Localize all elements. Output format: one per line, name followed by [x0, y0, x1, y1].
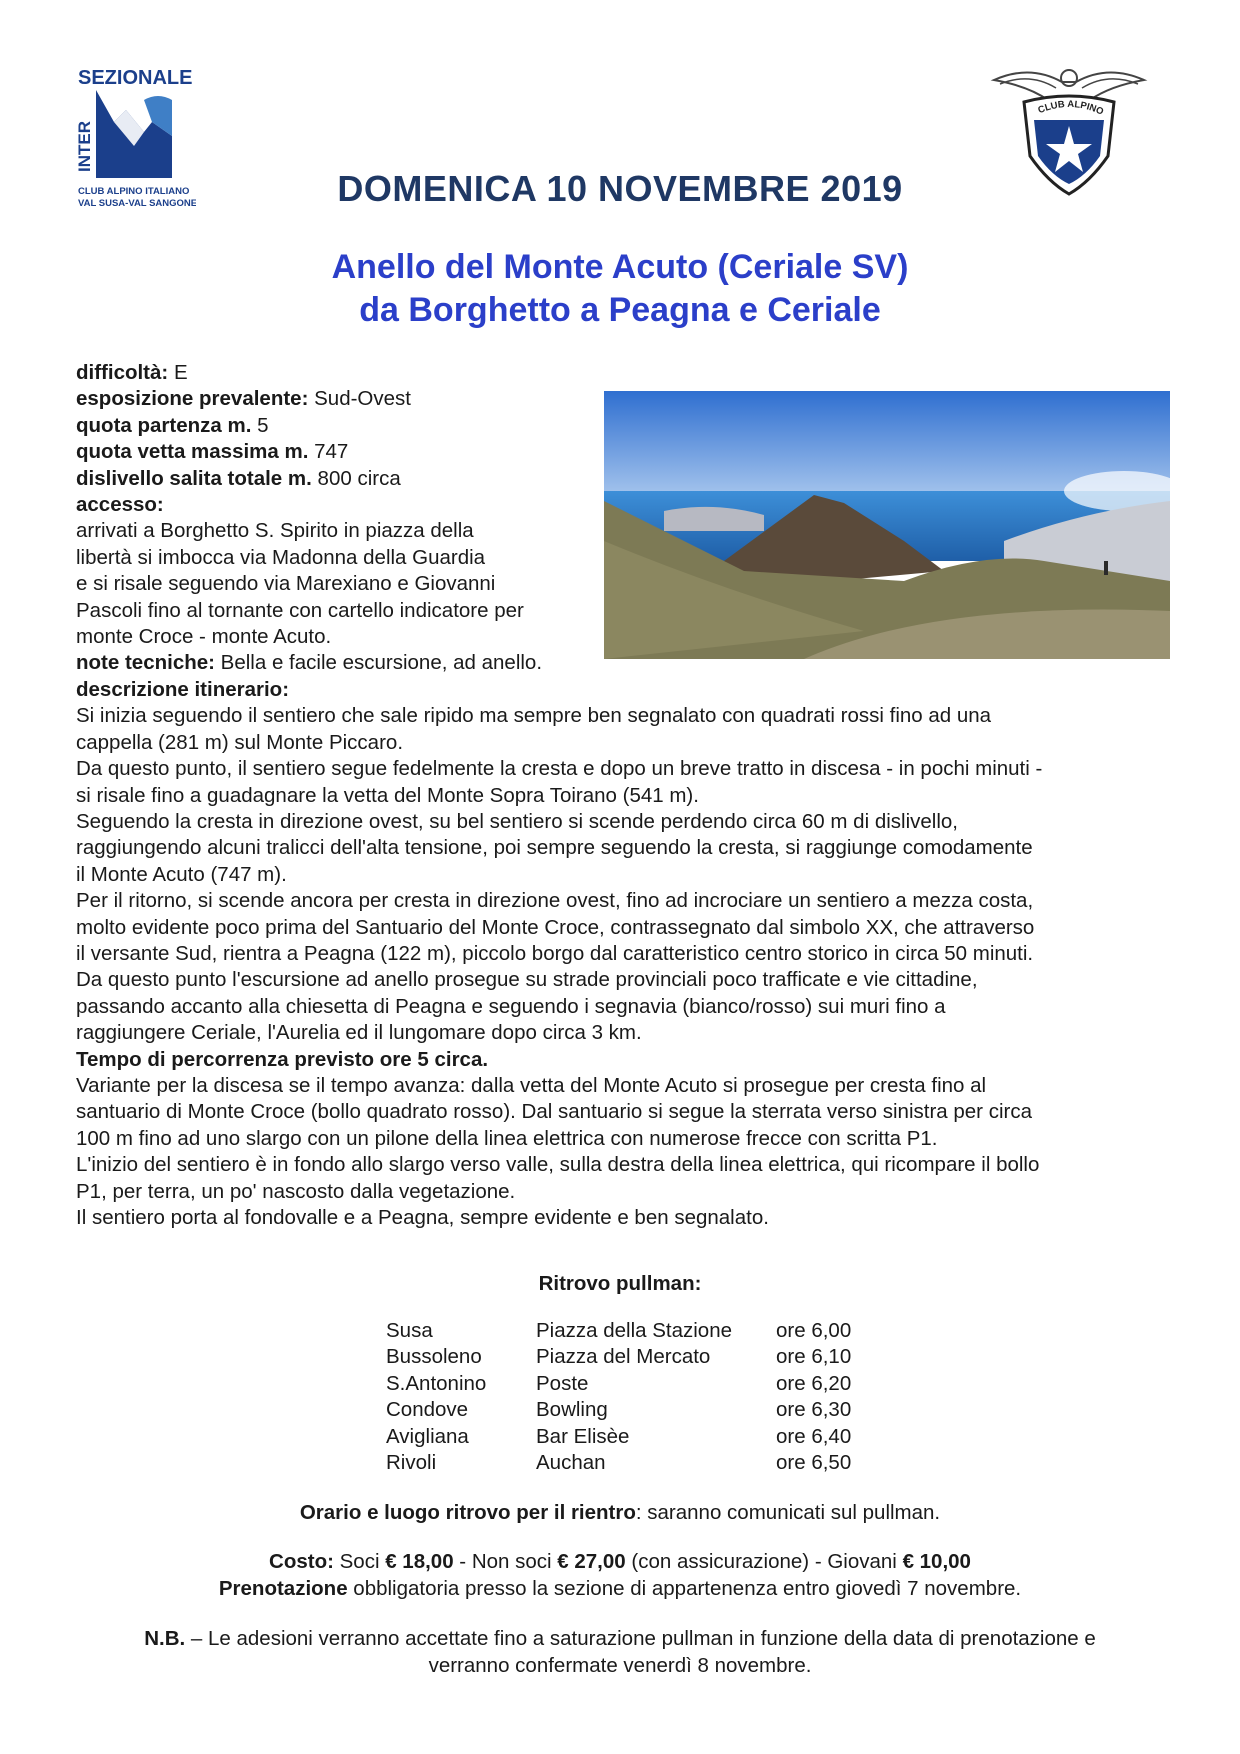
variante-line: santuario di Monte Croce (bollo quadrato rosso). Dal santuario si segue la sterrata verso sinistra per circa	[76, 1100, 1032, 1124]
costo-text: Soci	[333, 1550, 386, 1573]
variante-line: 100 m fino ad uno slargo con un pilone della linea elettrica con numerose frecce con scritta P1.	[76, 1126, 938, 1150]
stop-city: Condove	[386, 1398, 469, 1422]
stop-place: Poste	[536, 1371, 589, 1395]
descrizione-line: molto evidente poco prima del Santuario del Monte Croce, contrassegnato dal simbolo XX, che attraverso	[76, 915, 1035, 939]
table-row	[386, 1318, 886, 1344]
prenotazione-line	[0, 1576, 1240, 1602]
stop-time: ore 6,40	[776, 1424, 852, 1448]
descrizione-line: cappella (281 m) sul Monte Piccaro.	[76, 730, 404, 754]
stop-city: Susa	[386, 1319, 433, 1342]
costo-label: Costo:	[269, 1550, 334, 1573]
logo-text-sezionale: SEZIONALE	[78, 67, 193, 89]
esposizione-row	[76, 386, 1166, 412]
descrizione-line: il versante Sud, rientra a Peagna (122 m), piccolo borgo dal caratteristico centro storico in circa 50 minuti.	[76, 941, 1034, 965]
prenotazione-value: obbligatoria presso la sezione di appartenenza entro giovedì 7 novembre.	[347, 1577, 1022, 1600]
accesso-line: libertà si imbocca via Madonna della Guardia	[76, 545, 486, 569]
descrizione-line: si risale fino a guadagnare la vetta del Monte Sopra Toirano (541 m).	[76, 783, 699, 807]
stop-city: S.Antonino	[386, 1371, 487, 1395]
prenotazione-label: Prenotazione	[218, 1577, 348, 1600]
variante-line: P1, per terra, un po' nascosto dalla vegetazione.	[76, 1179, 516, 1203]
tempo-percorrenza: Tempo di percorrenza previsto ore 5 circa.	[76, 1047, 489, 1071]
costo-nonsoci: € 27,00	[557, 1550, 626, 1573]
dislivello-value: 800 circa	[311, 466, 401, 490]
variante-line: Il sentiero porta al fondovalle e a Peagna, sempre evidente e ben segnalato.	[76, 1206, 769, 1229]
stop-city: Bussoleno	[386, 1345, 482, 1369]
descrizione-label: descrizione itinerario:	[76, 677, 290, 701]
logo-text-valsusa: VAL SUSA-VAL SANGONE	[78, 198, 196, 208]
table-row	[386, 1397, 886, 1423]
costo-giovani: € 10,00	[902, 1550, 971, 1573]
hike-title	[0, 246, 1240, 332]
stop-place: Bar Elisèe	[536, 1424, 630, 1448]
table-row	[386, 1450, 886, 1476]
note-value: Bella e facile escursione, ad anello.	[214, 651, 543, 675]
partenza-value: 5	[251, 413, 269, 437]
descrizione-line: Si inizia seguendo il sentiero che sale ripido ma sempre ben segnalato con quadrati rossi fino ad una	[76, 704, 992, 728]
stop-time: ore 6,10	[776, 1345, 852, 1369]
logo-text-cai: CLUB ALPINO ITALIANO	[78, 186, 190, 197]
difficolta-value: E	[168, 361, 188, 384]
dislivello-label: dislivello salita totale m.	[76, 466, 312, 490]
main-content	[76, 360, 1166, 1231]
vetta-label: quota vetta massima m.	[76, 440, 309, 464]
stop-time: ore 6,00	[776, 1319, 852, 1342]
partenza-label: quota partenza m.	[76, 413, 252, 437]
descrizione-line: raggiungere Ceriale, l'Aurelia ed il lungomare dopo circa 3 km.	[76, 1021, 642, 1045]
esposizione-label: esposizione prevalente:	[76, 387, 309, 411]
costo-text: (con assicurazione) - Giovani	[625, 1550, 903, 1573]
variante-line: Variante per la discesa se il tempo avanza: dalla vetta del Monte Acuto si prosegue per cresta fino al	[76, 1073, 987, 1097]
stop-city: Avigliana	[386, 1424, 469, 1448]
descrizione-line: raggiungendo alcuni tralicci dell'alta tensione, poi sempre seguendo la cresta, si raggiunge comodamente	[76, 836, 1033, 860]
ritrovo-title: Ritrovo pullman:	[538, 1272, 702, 1295]
stop-place: Auchan	[536, 1451, 606, 1475]
accesso-line: monte Croce - monte Acuto.	[76, 625, 332, 649]
esposizione-value: Sud-Ovest	[308, 387, 411, 411]
table-row	[386, 1344, 886, 1370]
logo-text-inter: INTER	[75, 121, 94, 172]
descrizione-line: il Monte Acuto (747 m).	[76, 862, 287, 886]
vetta-value: 747	[308, 440, 349, 464]
rientro-label: Orario e luogo ritrovo per il rientro	[299, 1501, 636, 1524]
nb-text: – Le adesioni verranno accettate fino a saturazione pullman in funzione della data di prenotazione e	[185, 1627, 1096, 1650]
stop-time: ore 6,50	[776, 1451, 852, 1475]
dislivello-row	[76, 466, 1166, 492]
stop-place: Bowling	[536, 1398, 608, 1422]
stop-time: ore 6,30	[776, 1398, 852, 1422]
descrizione-line: Seguendo la cresta in direzione ovest, su bel sentiero si scende perdendo circa 60 m di dislivello,	[76, 809, 959, 833]
event-date-title: DOMENICA 10 NOVEMBRE 2019	[337, 168, 903, 209]
descrizione-line: Da questo punto l'escursione ad anello prosegue su strade provinciali poco trafficate e vie cittadine,	[76, 968, 978, 992]
nb-line	[0, 1626, 1240, 1652]
note-row	[76, 650, 1166, 676]
nb-line2: verranno confermate venerdì 8 novembre.	[428, 1654, 812, 1677]
rientro-value: : saranno comunicati sul pullman.	[635, 1501, 941, 1524]
difficolta-row	[76, 360, 1166, 386]
stop-place: Piazza della Stazione	[536, 1319, 733, 1342]
accesso-line: Pascoli fino al tornante con cartello indicatore per	[76, 598, 524, 622]
note-label: note tecniche:	[76, 651, 215, 675]
rientro-line	[0, 1500, 1240, 1526]
variante-line: L'inizio del sentiero è in fondo allo slargo verso valle, sulla destra della linea elettrica, qui ricompare il bollo	[76, 1153, 1040, 1177]
emblem-text: CLUB ALPINO	[1036, 98, 1106, 118]
accesso-line: arrivati a Borghetto S. Spirito in piazza della	[76, 519, 474, 543]
hike-title-line1: Anello del Monte Acuto (Ceriale SV)	[331, 248, 909, 286]
bus-stops-table	[386, 1318, 886, 1476]
accesso-label: accesso:	[76, 493, 164, 517]
nb-label: N.B.	[144, 1627, 186, 1650]
table-row	[386, 1424, 886, 1450]
table-row	[386, 1371, 886, 1397]
stop-city: Rivoli	[386, 1451, 437, 1475]
partenza-row	[76, 413, 1166, 439]
vetta-row	[76, 439, 1166, 465]
costo-text: - Non soci	[453, 1550, 558, 1573]
descrizione-line: Per il ritorno, si scende ancora per cresta in direzione ovest, fino ad incrociare un sentiero a mezza costa,	[76, 889, 1034, 913]
difficolta-label: difficoltà:	[76, 361, 169, 384]
descrizione-line: Da questo punto, il sentiero segue fedelmente la cresta e dopo un breve tratto in discesa - in pochi minuti -	[76, 757, 1043, 781]
accesso-line: e si risale seguendo via Marexiano e Giovanni	[76, 572, 496, 596]
stop-place: Piazza del Mercato	[536, 1345, 711, 1369]
stop-time: ore 6,20	[776, 1371, 852, 1395]
costo-line	[0, 1549, 1240, 1575]
costo-soci: € 18,00	[385, 1550, 454, 1573]
descrizione-line: passando accanto alla chiesetta di Peagna e seguendo i segnavia (bianco/rosso) sui muri fino a	[76, 994, 946, 1018]
hike-title-line2: da Borghetto a Peagna e Ceriale	[359, 291, 881, 329]
